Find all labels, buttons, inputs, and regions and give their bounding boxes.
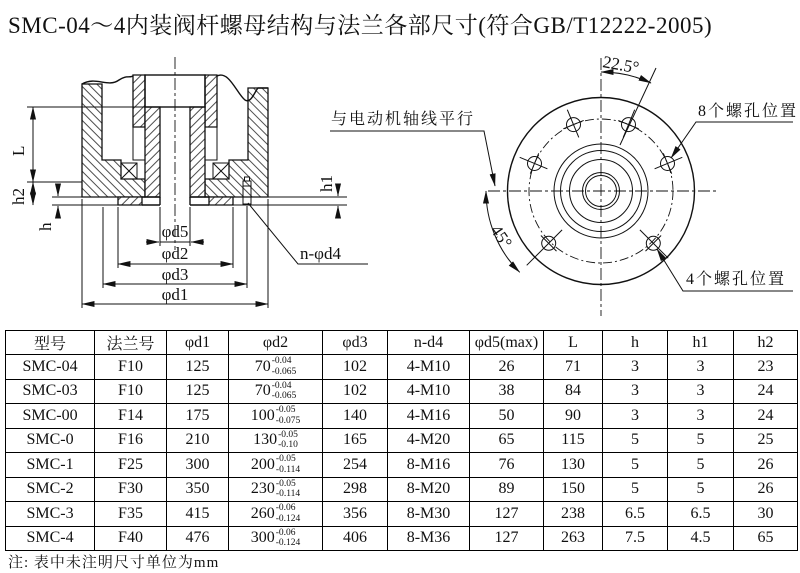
cell-h1: 5 [668, 428, 734, 453]
dim-label-L: L [9, 145, 28, 156]
cell-model: SMC-4 [6, 526, 95, 551]
col-header-flange: 法兰号 [95, 331, 167, 355]
dim-label-d2: φd2 [161, 244, 189, 263]
cell-h2: 65 [734, 526, 798, 551]
cell-L: 84 [544, 379, 603, 404]
cell-nd4: 8-M20 [388, 477, 470, 502]
cell-d2: 70 -0.04 -0.065 [229, 379, 323, 404]
callout-8-holes-leader [671, 122, 793, 158]
cell-d1: 210 [167, 428, 229, 453]
cell-d5: 26 [470, 355, 544, 380]
col-header-nd4: n-d4 [388, 331, 470, 355]
cell-h2: 24 [734, 404, 798, 429]
gap-right [205, 127, 217, 160]
cell-flange: F16 [95, 428, 167, 453]
cell-L: 90 [544, 404, 603, 429]
callout-motor-axis-leader [330, 131, 495, 186]
cell-d3: 298 [323, 477, 388, 502]
cell-d3: 356 [323, 502, 388, 527]
nut-wall-right [205, 75, 217, 127]
cell-d3: 140 [323, 404, 388, 429]
cell-d5: 89 [470, 477, 544, 502]
cell-d2: 100 -0.05 -0.075 [229, 404, 323, 429]
table-row [6, 453, 798, 478]
angle-45-label: 45° [486, 221, 516, 252]
cell-flange: F10 [95, 355, 167, 380]
table-row [6, 404, 798, 429]
cell-L: 263 [544, 526, 603, 551]
cell-d2: 300 -0.06 -0.124 [229, 526, 323, 551]
angle-22-label: 22.5° [601, 52, 641, 78]
cell-L: 150 [544, 477, 603, 502]
cell-model: SMC-04 [6, 355, 95, 380]
page-title: SMC-04～4内装阀杆螺母结构与法兰各部尺寸(符合GB/T12222-2005) [8, 13, 713, 38]
plate-tab-left [118, 197, 142, 205]
cell-nd4: 4-M10 [388, 355, 470, 380]
cell-nd4: 8-M16 [388, 453, 470, 478]
flange-view [330, 52, 798, 316]
stem-wall-right [190, 107, 205, 197]
cell-d1: 415 [167, 502, 229, 527]
cell-h: 3 [603, 355, 668, 380]
angle-22-line [620, 68, 656, 145]
cell-h: 3 [603, 404, 668, 429]
col-header-d1: φd1 [167, 331, 229, 355]
cell-h2: 26 [734, 453, 798, 478]
cell-h1: 6.5 [668, 502, 734, 527]
cell-d5: 38 [470, 379, 544, 404]
cell-d1: 125 [167, 355, 229, 380]
table-row [6, 379, 798, 404]
cell-nd4: 8-M36 [388, 526, 470, 551]
col-header-h: h [603, 331, 668, 355]
cell-L: 238 [544, 502, 603, 527]
cell-h1: 3 [668, 379, 734, 404]
cell-nd4: 4-M20 [388, 428, 470, 453]
table-row [6, 477, 798, 502]
col-header-model: 型号 [6, 331, 95, 355]
dim-label-h2: h2 [9, 188, 28, 205]
plate-tab-right [209, 197, 233, 205]
cell-model: SMC-1 [6, 453, 95, 478]
cell-h: 7.5 [603, 526, 668, 551]
cell-flange: F25 [95, 453, 167, 478]
callout-4-holes: 4个螺孔位置 [686, 271, 787, 288]
table-row [6, 526, 798, 551]
cell-d3: 165 [323, 428, 388, 453]
cell-h1: 3 [668, 404, 734, 429]
cell-model: SMC-03 [6, 379, 95, 404]
break-line-left [82, 76, 133, 84]
cell-d1: 125 [167, 379, 229, 404]
cell-model: SMC-00 [6, 404, 95, 429]
cell-h2: 25 [734, 428, 798, 453]
cell-h2: 23 [734, 355, 798, 380]
col-header-d5max: φd5(max) [470, 331, 544, 355]
gap-left [133, 127, 145, 160]
cell-h: 6.5 [603, 502, 668, 527]
table-header-row [6, 331, 798, 355]
cell-d2: 130 -0.05 -0.10 [229, 428, 323, 453]
cell-d5: 65 [470, 428, 544, 453]
cell-flange: F10 [95, 379, 167, 404]
callout-8-holes: 8个螺孔位置 [698, 103, 799, 120]
cell-h2: 26 [734, 477, 798, 502]
cell-h: 3 [603, 379, 668, 404]
cell-d1: 175 [167, 404, 229, 429]
cell-nd4: 4-M16 [388, 404, 470, 429]
table-row [6, 355, 798, 380]
cell-d5: 76 [470, 453, 544, 478]
cell-h2: 30 [734, 502, 798, 527]
col-header-d3: φd3 [323, 331, 388, 355]
cell-d3: 102 [323, 355, 388, 380]
cell-h: 5 [603, 428, 668, 453]
cell-L: 115 [544, 428, 603, 453]
cell-flange: F40 [95, 526, 167, 551]
dimensions-table [5, 330, 798, 551]
cell-d2: 230 -0.05 -0.114 [229, 477, 323, 502]
dim-label-d5: φd5 [161, 222, 189, 241]
col-header-h2: h2 [734, 331, 798, 355]
cell-d1: 300 [167, 453, 229, 478]
cell-model: SMC-3 [6, 502, 95, 527]
cell-h1: 5 [668, 453, 734, 478]
cell-d5: 127 [470, 526, 544, 551]
bearing-right [213, 163, 229, 179]
cell-nd4: 4-M10 [388, 379, 470, 404]
dim-label-d1: φd1 [161, 285, 189, 304]
stem-wall-left [145, 107, 160, 197]
table-row [6, 428, 798, 453]
dim-label-h: h [36, 222, 55, 231]
cell-h: 5 [603, 453, 668, 478]
col-header-h1: h1 [668, 331, 734, 355]
table-row [6, 502, 798, 527]
nut-wall-left [133, 75, 145, 127]
cell-h: 5 [603, 477, 668, 502]
dim-label-h1: h1 [317, 175, 336, 192]
cell-d5: 50 [470, 404, 544, 429]
cell-model: SMC-0 [6, 428, 95, 453]
cell-flange: F30 [95, 477, 167, 502]
cell-L: 71 [544, 355, 603, 380]
cell-d5: 127 [470, 502, 544, 527]
cell-d2: 200 -0.05 -0.114 [229, 453, 323, 478]
cell-d3: 102 [323, 379, 388, 404]
section-view [9, 57, 368, 308]
plate-outline [142, 197, 209, 205]
col-header-L: L [544, 331, 603, 355]
cell-d3: 254 [323, 453, 388, 478]
cell-d2: 70 -0.04 -0.065 [229, 355, 323, 380]
unit-note: 注: 表中未注明尺寸单位为mm [8, 555, 220, 571]
cell-nd4: 8-M30 [388, 502, 470, 527]
callout-motor-axis: 与电动机轴线平行 [331, 111, 476, 128]
bearing-left [121, 163, 137, 179]
dim-label-n-d4: n-φd4 [300, 244, 341, 263]
cell-d2: 260 -0.06 -0.124 [229, 502, 323, 527]
cell-d1: 350 [167, 477, 229, 502]
col-header-d2: φd2 [229, 331, 323, 355]
cell-h2: 24 [734, 379, 798, 404]
cell-h1: 5 [668, 477, 734, 502]
cell-flange: F14 [95, 404, 167, 429]
dim-label-d3: φd3 [161, 265, 189, 284]
cell-h1: 4.5 [668, 526, 734, 551]
cell-L: 130 [544, 453, 603, 478]
cell-d1: 476 [167, 526, 229, 551]
cell-h1: 3 [668, 355, 734, 380]
cell-d3: 406 [323, 526, 388, 551]
cell-flange: F35 [95, 502, 167, 527]
cell-model: SMC-2 [6, 477, 95, 502]
